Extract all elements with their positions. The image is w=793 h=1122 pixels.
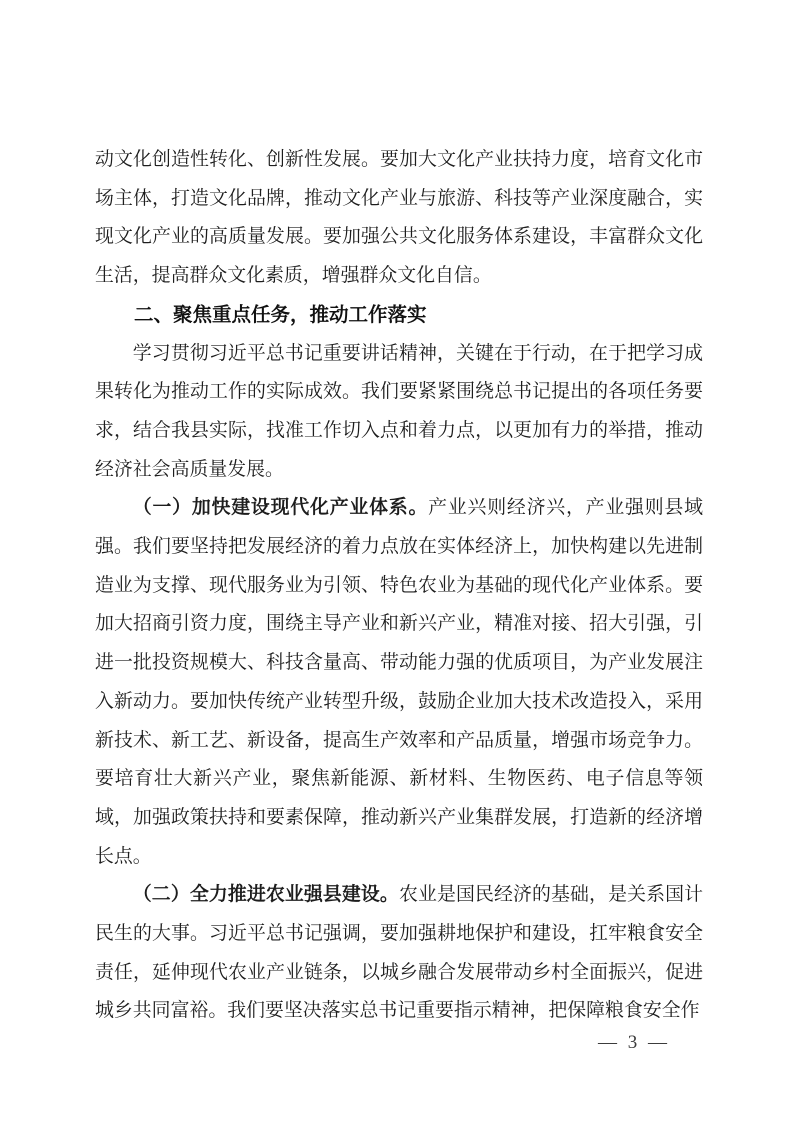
item-1-lead: （一）加快建设现代化产业体系。 — [132, 497, 429, 519]
paragraph-item-2-agriculture — [95, 876, 703, 1031]
item-2-text: 农业是国民经济的基础，是关系国计民生的大事。习近平总书记强调，要加强耕地保护和建设，扛牢粮食安全责任，延伸现代农业产业链条，以城乡融合发展带动乡村全面振兴，促进城乡共同富裕。我们要坚决落实总书记重要指示精神，把保障粮食安全作 — [95, 884, 704, 1022]
paragraph-item-1-industry-system — [95, 489, 703, 876]
paragraph-implementation-intro: 学习贯彻习近平总书记重要讲话精神，关键在于行动，在于把学习成果转化为推动工作的实际成效。我们要紧紧围绕总书记提出的各项任务要求，结合我县实际，找准工作切入点和着力点，以更加有力的举措，推动经济社会高质量发展。 — [95, 342, 703, 480]
section-heading-key-tasks: 二、聚焦重点任务，推动工作落实 — [134, 303, 427, 326]
page-number: — 3 — — [598, 1032, 667, 1053]
item-1-text: 产业兴则经济兴，产业强则县域强。我们要坚持把发展经济的着力点放在实体经济上，加快构建以先进制造业为支撑、现代服务业为引领、特色农业为基础的现代化产业体系。要加大招商引资力度，围绕主导产业和新兴产业，精准对接、招大引强，引进一批投资规模大、科技含量高、带动能力强的优质项目，为产业发展注入新动力。要加快传统产业转型升级，鼓励企业加大技术改造投入，采用新技术、新工艺、新设备，提高生产效率和产品质量，增强市场竞争力。要培育壮大新兴产业，聚焦新能源、新材料、生物医药、电子信息等领域，加强政策扶持和要素保障，推动新兴产业集群发展，打造新的经济增长点。 — [95, 497, 704, 867]
paragraph-culture-continued: 动文化创造性转化、创新性发展。要加大文化产业扶持力度，培育文化市场主体，打造文化品牌，推动文化产业与旅游、科技等产业深度融合，实现文化产业的高质量发展。要加强公共文化服务体系建设，丰富群众文化生活，提高群众文化素质，增强群众文化自信。 — [95, 149, 703, 287]
item-2-lead: （二）全力推进农业强县建设。 — [132, 884, 399, 906]
document-body — [95, 141, 703, 1031]
